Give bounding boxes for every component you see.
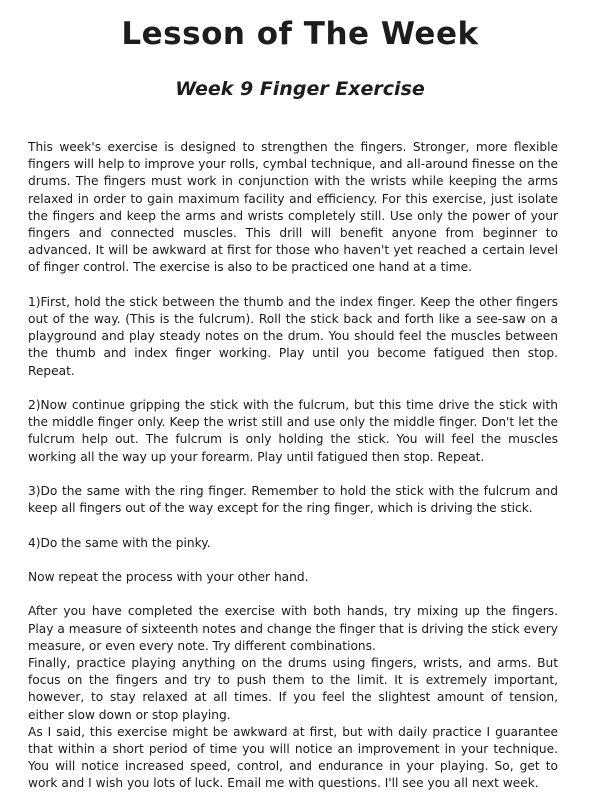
page-title: Lesson of The Week: [121, 16, 479, 52]
finally-paragraph: Finally, practice playing anything on the drums using fingers, wrists, and arms. But focus on the fingers and try to push them to the limit. It is extremely important, however, to stay relaxed at all times. If you feel the slightest amount of tension, either slow down or stop playing.: [28, 656, 558, 722]
lesson-body: [28, 139, 558, 793]
mixing-paragraph: After you have completed the exercise with both hands, try mixing up the fingers. Play a measure of sixteenth notes and change the finger that is driving the stick every measure, or even every note. Try different combinations.: [28, 604, 558, 653]
step-1-paragraph: 1)First, hold the stick between the thumb and the index finger. Keep the other fingers out of the way. (This is the fulcrum). Roll the stick back and forth like a see-saw on a playground and play steady notes on the drum. You should feel the muscles between the thumb and index finger working. Play until you become fatigued then stop. Repeat.: [28, 294, 558, 378]
step-3-paragraph: 3)Do the same with the ring finger. Remember to hold the stick with the fulcrum and keep all fingers out of the way except for the ring finger, which is driving the stick.: [28, 484, 558, 516]
repeat-paragraph: Now repeat the process with your other hand.: [28, 570, 309, 584]
step-4-paragraph: 4)Do the same with the pinky.: [28, 535, 211, 550]
step-2-paragraph: 2)Now continue gripping the stick with the fulcrum, but this time drive the stick with the middle finger only. Keep the wrist still and use only the middle finger. Don't let the fulcrum help out. The fulcrum is only holding the stick. You will feel the muscles working all the way up your forearm. Play until fatigued then stop. Repeat.: [28, 398, 558, 464]
page-subtitle: Week 9 Finger Exercise: [175, 78, 425, 100]
closing-paragraph: As I said, this exercise might be awkward at first, but with daily practice I guarantee that within a short period of time you will notice an improvement in your technique. You will notice increased speed, control, and endurance in your playing. So, get to work and I wish you lots of luck. Email me with questions. I'll see you all next week.: [28, 724, 558, 791]
intro-paragraph: This week's exercise is designed to strengthen the fingers. Stronger, more flexible fingers will help to improve your rolls, cymbal technique, and all-around finesse on the drums. The fingers must work in conjunction with the wrists while keeping the arms relaxed in order to gain maximum facility and efficiency. For this exercise, just isolate the fingers and keep the arms and wrists completely still. Use only the power of your fingers and connected muscles. This drill will benefit anyone from beginner to advanced. It will be awkward at first for those who haven't yet reached a certain level of finger control. The exercise is also to be practiced one hand at a time.: [28, 140, 558, 275]
